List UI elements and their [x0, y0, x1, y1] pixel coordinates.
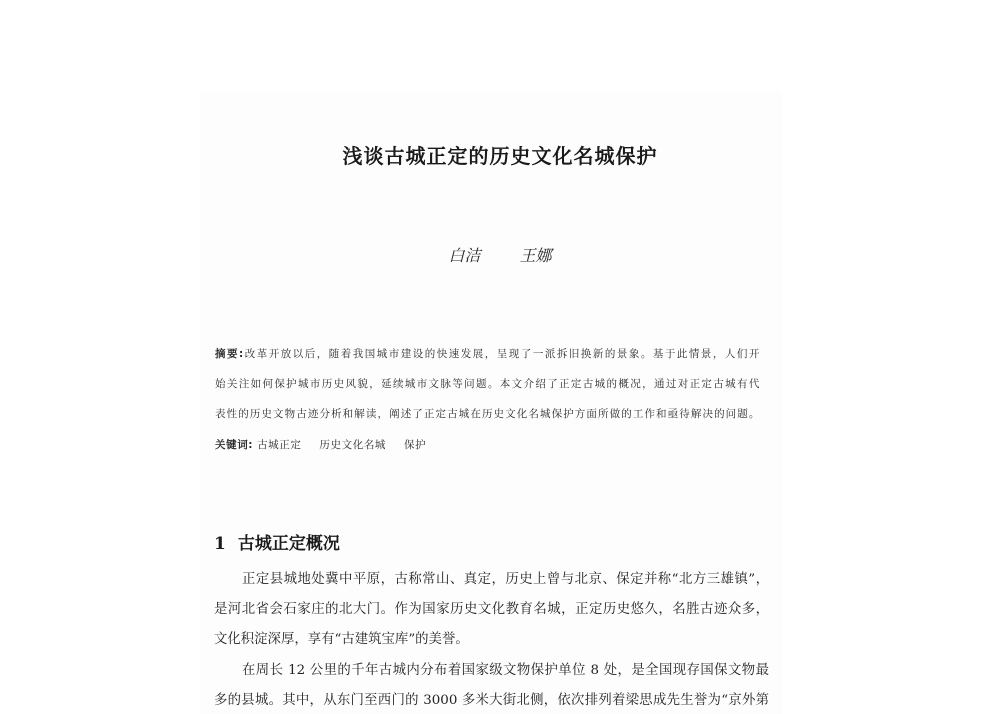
author-name: 王娜: [519, 246, 552, 265]
body-text-line: 多的县城。其中，从东门至西门的 3000 多米大街北侧，依次排列着梁思成先生誉为“京外第: [214, 693, 769, 708]
body-text-line: 在周长 12 公里的千年古城内分布着国家级文物保护单位 8 处，是全国现存国保文物最: [242, 663, 769, 678]
keyword: 保护: [403, 439, 427, 451]
body-text-line: 文化积淀深厚，享有“古建筑宝库”的美誉。: [214, 632, 469, 647]
section-title: 古城正定概况: [237, 534, 340, 554]
paper-title: 浅谈古城正定的历史文化名城保护: [342, 144, 658, 168]
section-number: 1: [214, 534, 226, 554]
paper-sheet: [200, 92, 782, 714]
keyword: 历史文化名城: [319, 439, 387, 451]
body-text-line: 是河北省会石家庄的北大门。作为国家历史文化教育名城，正定历史悠久，名胜古迹众多，: [214, 602, 769, 617]
author-list: [0, 243, 1000, 266]
section-heading: [214, 529, 340, 554]
abstract-line: 摘要:改革开放以后，随着我国城市建设的快速发展，呈现了一派拆旧换新的景象。基于此情景，人们开: [215, 348, 760, 360]
body-text-line: 正定县城地处冀中平原，古称常山、真定，历史上曾与北京、保定并称“北方三雄镇”，: [242, 572, 769, 587]
abstract-line: 始关注如何保护城市历史风貌，延续城市文脉等问题。本文介绍了正定古城的概况，通过对正定古城有代: [215, 378, 760, 390]
abstract-label: 摘要:: [215, 348, 244, 360]
keywords-label: 关键词:: [215, 439, 254, 451]
author-name: 白洁: [448, 246, 481, 265]
keywords-line: [215, 437, 440, 452]
abstract-line: 表性的历史文物古迹分析和解读，阐述了正定古城在历史文化名城保护方面所做的工作和亟待解决的问题。: [215, 408, 760, 420]
keyword: 古城正定: [257, 439, 302, 451]
